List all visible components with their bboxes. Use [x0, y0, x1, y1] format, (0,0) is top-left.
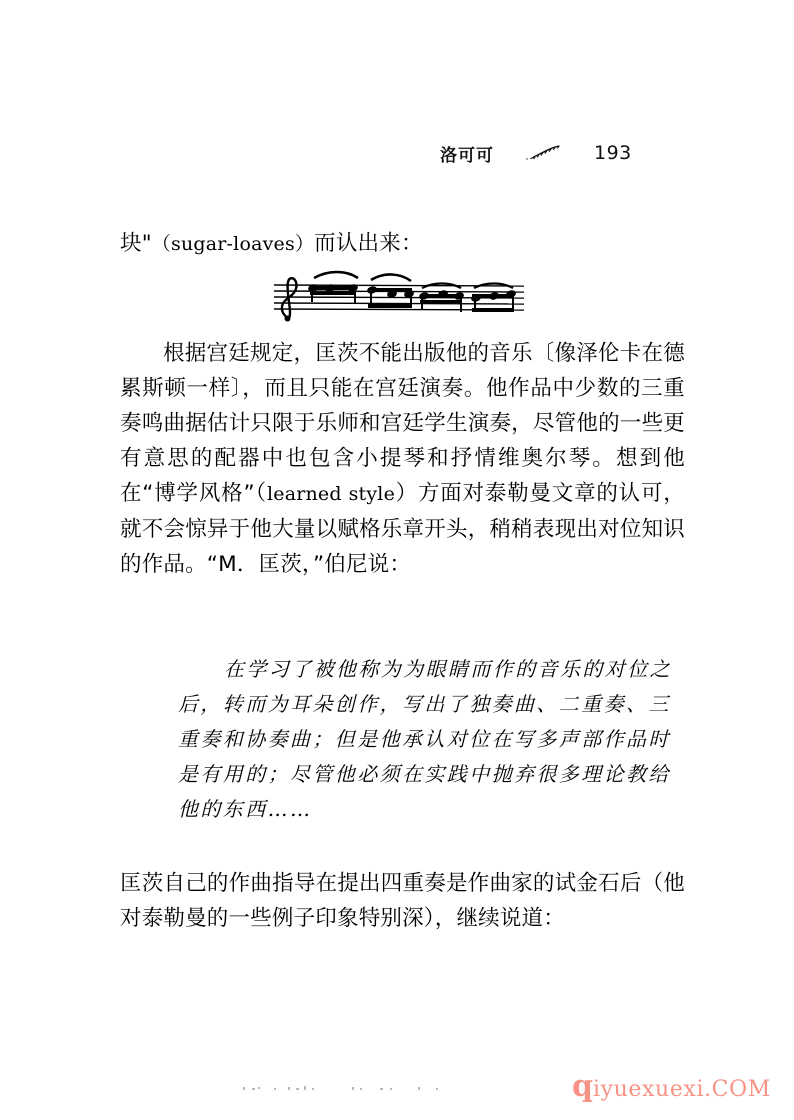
scan-artifact-specks	[240, 1078, 540, 1086]
quote-line-4: 是有用的；尽管他必须在实践中抛弃很多理论教给	[178, 762, 671, 786]
block-quote	[178, 652, 683, 827]
quote-line-5: 他的东西……	[178, 797, 313, 821]
site-watermark	[572, 1069, 771, 1106]
paragraph-main-latin: learned style	[266, 483, 396, 505]
paragraph-tail-wrapper	[120, 866, 685, 936]
watermark-text: iyuexuexi.COM	[592, 1077, 771, 1102]
quote-line-2: 后，转而为耳朵创作，写出了独奏曲、二重奏、三	[178, 692, 671, 716]
continuation-text-latin: （sugar-loaves）	[151, 233, 315, 255]
flourish-ornament-icon	[524, 143, 564, 163]
running-head-title: 洛可可	[440, 145, 494, 166]
quote-line-1: 在学习了被他称为为眼睛而作的音乐的对位之	[224, 657, 672, 681]
paragraph-main	[120, 336, 685, 582]
body-text-column	[120, 226, 685, 582]
page-number: 193	[594, 142, 632, 164]
paragraph-main-part1: 根据宫廷规定，匡茨不能出版他的音乐〔像泽伦卡在德累斯顿一样〕，而且只能在宫廷演奏。他作品中少数的三重奏鸣曲据估计只限于乐师和宫廷学生演奏，尽管他的一些更有意思的配器中也包含小提琴和抒情维奥尔琴。想到他在“博学风格”（	[120, 341, 685, 506]
continuation-text-cn-b: 而认出来：	[314, 231, 423, 256]
watermark-lead-letter: q	[572, 1069, 593, 1104]
quote-line-3: 重奏和协奏曲；但是他承认对位在写多声部作品时	[178, 727, 671, 751]
paragraph-tail: 匡茨自己的作曲指导在提出四重奏是作曲家的试金石后（他对泰勒曼的一些例子印象特别深），继续说道：	[120, 871, 685, 931]
paragraph-continuation-line	[120, 226, 685, 262]
music-staff-icon	[268, 268, 528, 326]
running-head	[440, 138, 690, 168]
continuation-text-cn-a: 块"	[120, 231, 152, 256]
music-figure	[120, 268, 685, 326]
paragraph-main-part2: ）方面对泰勒曼文章的认可，就不会惊异于他大量以赋格乐章开头，稍稍表现出对位知识的作品。“M．匡茨，”伯尼说：	[120, 481, 685, 577]
